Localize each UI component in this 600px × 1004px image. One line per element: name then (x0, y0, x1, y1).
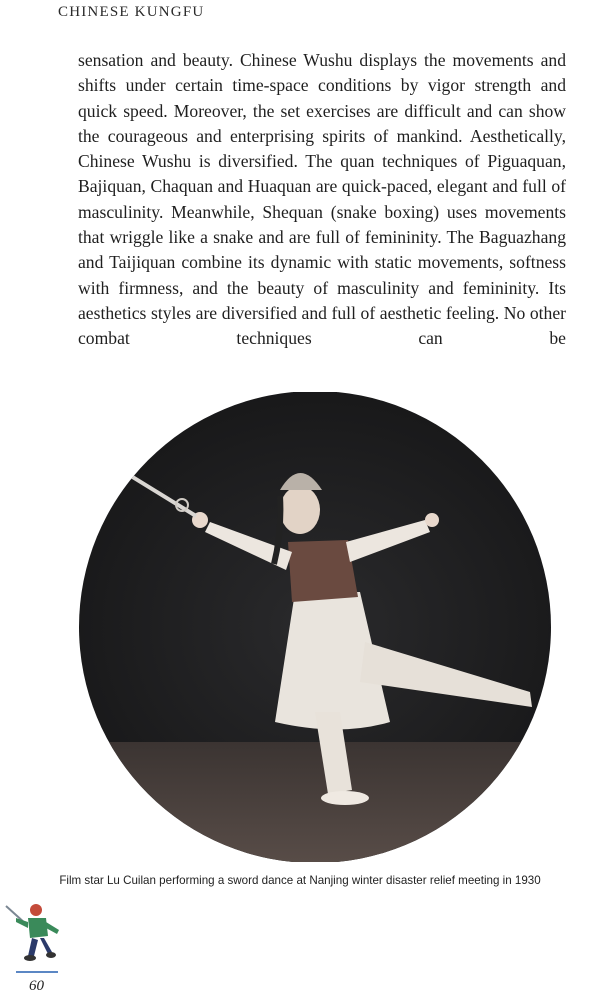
running-title: CHINESE KUNGFU (58, 4, 205, 20)
figure-caption: Film star Lu Cuilan performing a sword dance at Nanjing winter disaster relief meeting in 1930 (59, 874, 541, 887)
kungfu-figure-icon (4, 898, 64, 975)
body-paragraph: sensation and beauty. Chinese Wushu displays the movements and shifts under certain time-space conditions by vigor strength and quick speed. Moreover, the set exercises are difficult and can show the courageous and enterprising spirits of mankind. Aesthetically, Chinese Wushu is diversified. The quan techniques of Piguaquan, Bajiquan, Chaquan and Huaquan are quick-paced, elegant and full of masculinity. Meanwhile, Shequan (snake boxing) uses movements that wriggle like a snake and are full of femininity. The Baguazhang and Taijiquan combine its dynamic with static movements, softness with firmness, and the beauty of masculinity and femininity. Its aesthetics styles are diversified and full of aesthetic feeling. No other combat techniques can be (78, 50, 566, 349)
dancer-photo-illustration (60, 392, 580, 862)
historical-photo (60, 392, 580, 862)
page-number: 60 (29, 978, 44, 994)
footer-rule (16, 971, 58, 973)
